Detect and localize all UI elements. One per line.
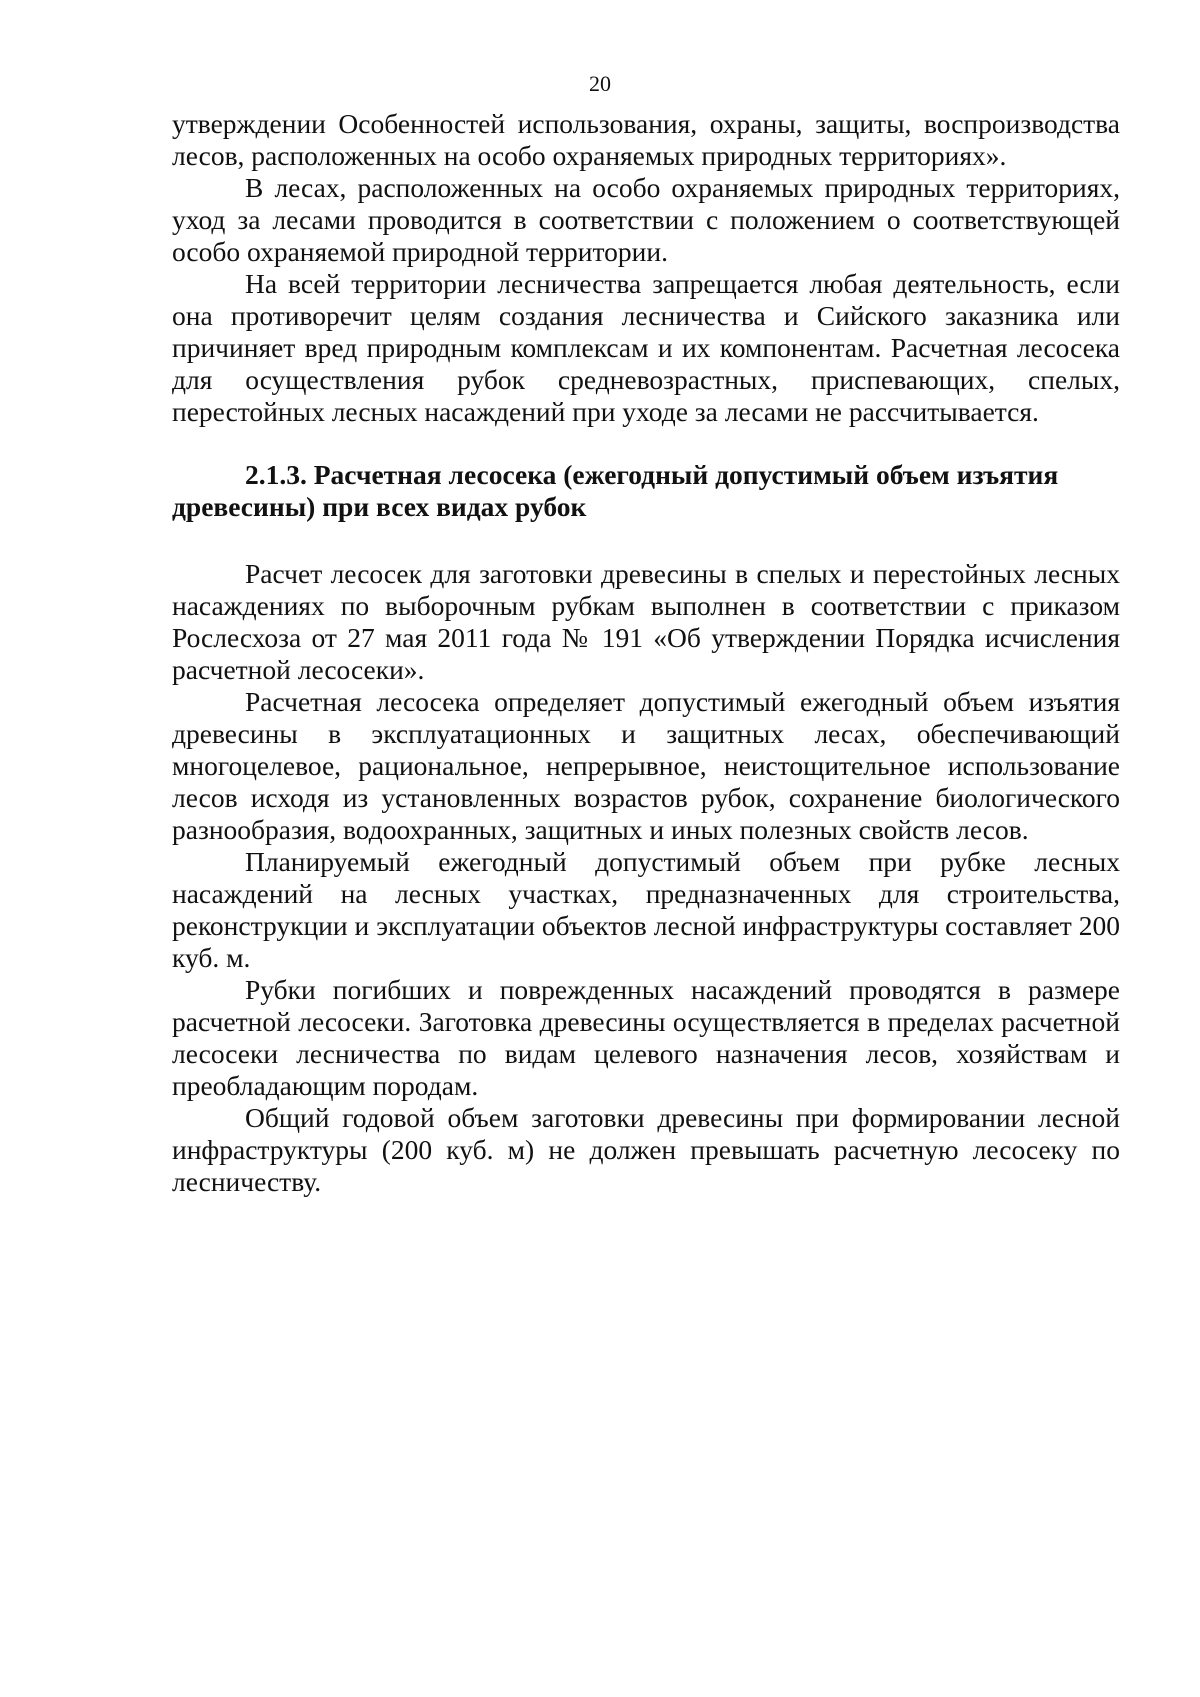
section-heading: 2.1.3. Расчетная лесосека (ежегодный допустимый объем изъятия древесины) при всех видах рубок — [172, 459, 1059, 522]
paragraph: Расчет лесосек для заготовки древесины в спелых и перестойных лесных насаждениях по выборочным рубкам выполнен в соответствии с приказом Рослесхоза от 27 мая 2011 года № 191 «Об утверждении Порядка исчисления расчетной лесосеки». — [172, 558, 1120, 685]
paragraph: В лесах, расположенных на особо охраняемых природных территориях, уход за лесами проводится в соответствии с положением о соответствующей особо охраняемой природной территории. — [172, 172, 1120, 267]
page-number: 20 — [589, 71, 611, 96]
paragraph: Планируемый ежегодный допустимый объем при рубке лесных насаждений на лесных участках, предназначенных для строительства, реконструкции и эксплуатации объектов лесной инфраструктуры составляет 200 куб. м. — [172, 846, 1120, 973]
paragraph: Общий годовой объем заготовки древесины при формировании лесной инфраструктуры (200 куб. м) не должен превышать расчетную лесосеку по лесничеству. — [172, 1102, 1120, 1197]
document-body — [172, 108, 1120, 1198]
paragraph: Расчетная лесосека определяет допустимый ежегодный объем изъятия древесины в эксплуатационных и защитных лесах, обеспечивающий многоцелевое, рациональное, непрерывное, неистощительное использование лесов исходя из установленных возрастов рубок, сохранение биологического разнообразия, водоохранных, защитных и иных полезных свойств лесов. — [172, 686, 1120, 845]
paragraph: На всей территории лесничества запрещается любая деятельность, если она противоречит целям создания лесничества и Сийского заказника или причиняет вред природным комплексам и их компонентам. Расчетная лесосека для осуществления рубок средневозрастных, приспевающих, спелых, перестойных лесных насаждений при уходе за лесами не рассчитывается. — [172, 268, 1120, 427]
paragraph: утверждении Особенностей использования, охраны, защиты, воспроизводства лесов, расположенных на особо охраняемых природных территориях». — [172, 108, 1120, 171]
paragraph: Рубки погибших и поврежденных насаждений проводятся в размере расчетной лесосеки. Заготовка древесины осуществляется в пределах расчетной лесосеки лесничества по видам целевого назначения лесов, хозяйствам и преобладающим породам. — [172, 974, 1120, 1101]
